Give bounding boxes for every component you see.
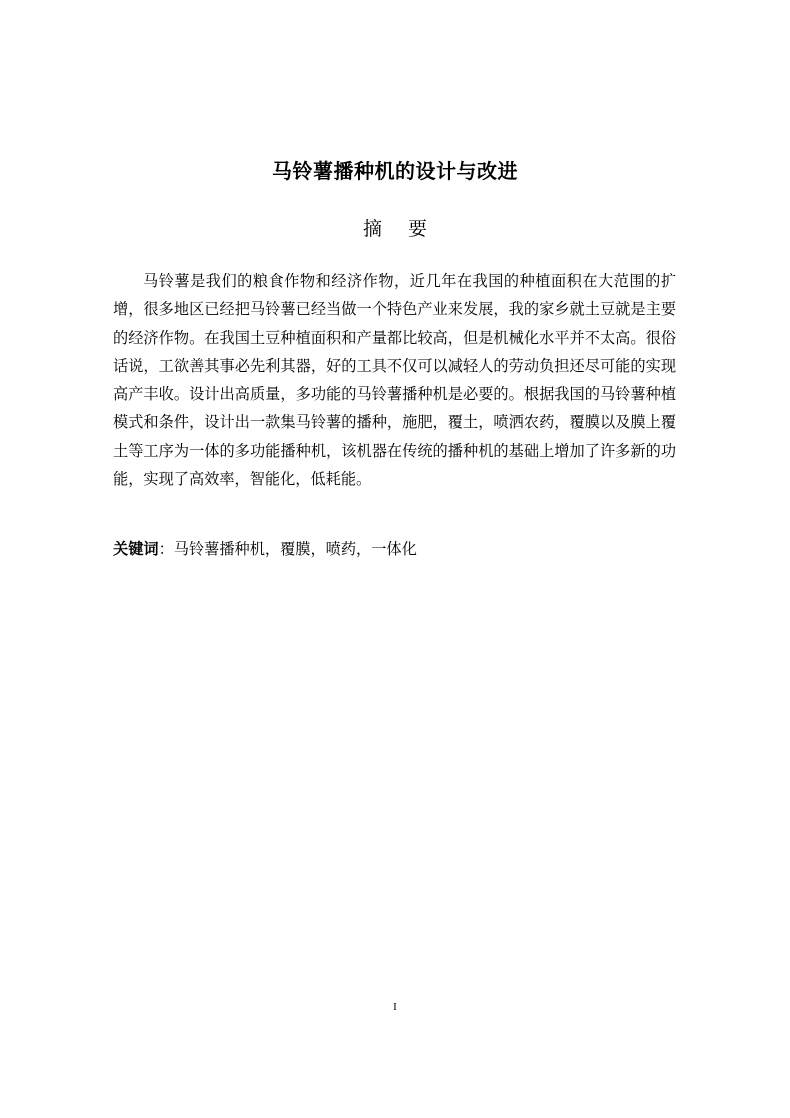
abstract-heading: 摘 要: [362, 218, 438, 240]
abstract-body: 马铃薯是我们的粮食作物和经济作物，近几年在我国的种植面积在大范围的扩增，很多地区已经把马铃薯已经当做一个特色产业来发展，我的家乡就土豆就是主要的经济作物。在我国土豆种植面积和产量都比较高，但是机械化水平并不太高。很俗话说，工欲善其事必先利其器，好的工具不仅可以减轻人的劳动负担还尽可能的实现高产丰收。设计出高质量，多功能的马铃薯播种机是必要的。根据我国的马铃薯种植模式和条件，设计出一款集马铃薯的播种，施肥，覆土，喷洒农药，覆膜以及膜上覆土等工序为一体的多功能播种机，该机器在传统的播种机的基础上增加了许多新的功能，实现了高效率，智能化，低耗能。: [113, 272, 676, 489]
document-title: 马铃薯播种机的设计与改进: [272, 159, 518, 183]
keywords-separator: ：: [158, 540, 174, 558]
keywords-line: [113, 536, 676, 562]
keywords-text: 马铃薯播种机，覆膜，喷药，一体化: [173, 540, 417, 558]
page-number: I: [393, 1001, 397, 1013]
keywords-label: 关键词: [113, 540, 159, 558]
